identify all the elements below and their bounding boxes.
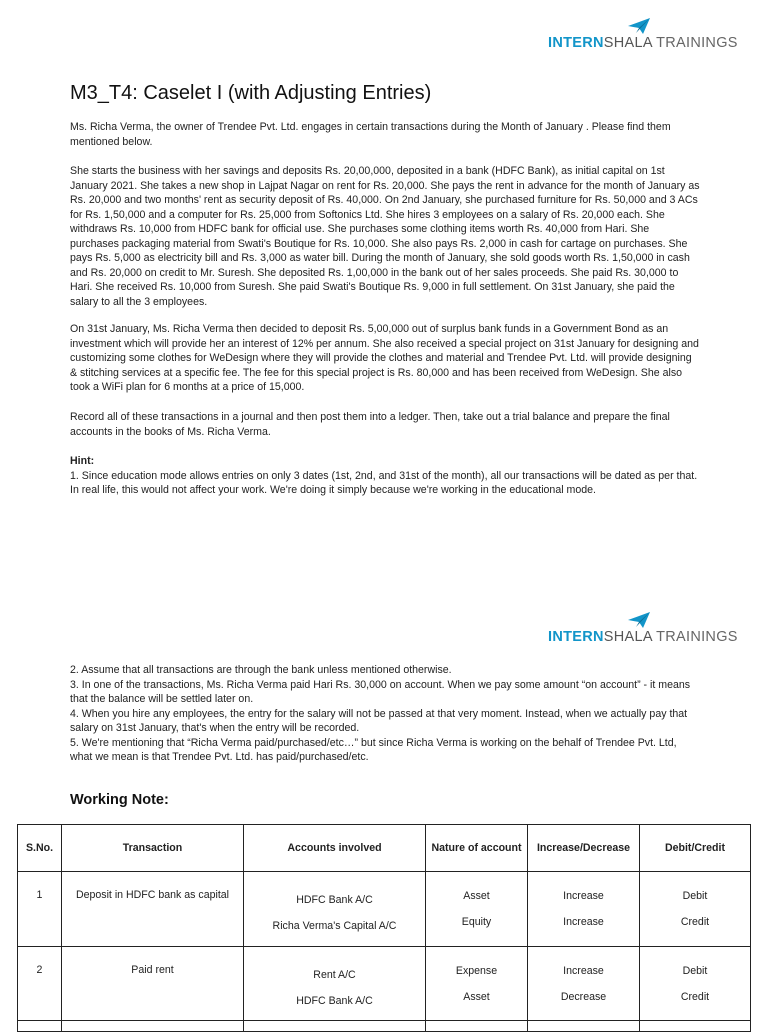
column-header-nature: Nature of account xyxy=(426,825,528,872)
change-credit: Increase xyxy=(563,916,604,928)
hint-item-3: 3. In one of the transactions, Ms. Richa Verma paid Hari Rs. 30,000 on account. When we pay some amount “on account” - it means that the balance will be settled later on. xyxy=(70,678,691,705)
cell-transaction xyxy=(62,872,244,947)
hint-label: Hint: xyxy=(70,455,95,467)
column-header-transaction: Transaction xyxy=(62,825,244,872)
transactions-paragraph: She starts the business with her savings and deposits Rs. 20,00,000, deposited in a bank (HDFC Bank), as initial capital on 1st January 2021. She takes a new shop in Lajpat Nagar on rent for Rs. 20,000. She pays the rent in advance for the month of January as Rs. 20,000 and two months' rent as security deposit of Rs. 40,000. On 2nd January, she purchased furniture for Rs. 50,000 and 3 ACs for Rs. 1,50,000 and a computer for Rs. 25,000 from Softonics Ltd. She hires 3 employees on a salary of Rs. 20,000 each. She withdraws Rs. 10,000 from HDFC bank for official use. She purchases some clothing items worth Rs. 40,000 from Hari. She purchases packaging material from Swati's Boutique for Rs. 10,000. She also pays Rs. 2,000 in cash for cartage on purchases. She pays Rs. 5,000 as electricity bill and Rs. 3,000 as water bill. During the month of January, she sold goods worth Rs. 1,50,000 in cash and Rs. 20,000 on credit to Mr. Suresh. She deposited Rs. 1,00,000 in the bank out of her sales proceeds. She paid Rs. 30,000 to Hari. She received Rs. 10,000 from Suresh. She paid Swati's Boutique Rs. 9,000 in full settlement. On 31st January, she paid the salary to all the 3 employees. xyxy=(70,165,700,308)
hint-item-1: 1. Since education mode allows entries on only 3 dates (1st, 2nd, and 31st of the month), all our transactions will be dated as per that. In real life, this would not affect your work. We're doing it simply because we're working in the educational mode. xyxy=(70,469,698,496)
cell-nature xyxy=(426,947,528,1021)
column-header-increase-decrease: Increase/Decrease xyxy=(528,825,640,872)
nature-debit: Asset xyxy=(463,890,490,902)
table-row-partial xyxy=(18,1021,751,1032)
internshala-logo-page2 xyxy=(548,612,738,652)
table-row xyxy=(18,947,751,1021)
column-header-debit-credit: Debit/Credit xyxy=(640,825,751,872)
account-credit: HDFC Bank A/C xyxy=(296,995,373,1007)
cell-empty xyxy=(18,1021,62,1032)
hint-item-5: 5. We're mentioning that “Richa Verma paid/purchased/etc…” but since Richa Verma is working on the behalf of Trendee Pvt. Ltd, what we mean is that Trendee Pvt. Ltd. has paid/purchased/etc. xyxy=(70,736,677,763)
brand-part-trainings: TRAININGS xyxy=(652,629,738,645)
paper-plane-icon xyxy=(628,612,650,628)
brand-part-trainings: TRAININGS xyxy=(652,35,738,51)
task-paragraph: Record all of these transactions in a journal and then post them into a ledger. Then, take out a trial balance and prepare the final accounts in the books of Ms. Richa Verma. xyxy=(70,411,670,438)
brand-part-shala: SHALA xyxy=(603,35,653,51)
cell-sno xyxy=(18,947,62,1021)
cell-side xyxy=(640,872,751,947)
hint-continued-block xyxy=(70,663,700,765)
nature-credit: Asset xyxy=(463,991,490,1003)
account-debit: Rent A/C xyxy=(313,969,356,981)
cell-sno xyxy=(18,872,62,947)
hint-item-4: 4. When you hire any employees, the entry for the salary will not be passed at that very moment. Instead, when we actually pay that salary on 31st January, that's when the entry will be recorded. xyxy=(70,707,688,734)
cell-sno-text: 2 xyxy=(36,964,43,976)
cell-empty xyxy=(640,1021,751,1032)
account-credit: Richa Verma's Capital A/C xyxy=(272,920,397,932)
cell-accounts xyxy=(244,872,426,947)
cell-transaction-text: Paid rent xyxy=(131,964,174,976)
table-row xyxy=(18,872,751,947)
hint-block xyxy=(70,454,700,498)
change-debit: Increase xyxy=(563,890,604,902)
side-credit: Credit xyxy=(680,991,710,1003)
side-credit: Credit xyxy=(680,916,710,928)
nature-debit: Expense xyxy=(455,965,498,977)
brand-part-shala: SHALA xyxy=(603,629,653,645)
change-credit: Decrease xyxy=(560,991,607,1003)
cell-empty xyxy=(244,1021,426,1032)
cell-empty xyxy=(426,1021,528,1032)
intro-paragraph: Ms. Richa Verma, the owner of Trendee Pvt. Ltd. engages in certain transactions during the Month of January . Please find them mentioned below. xyxy=(70,121,671,148)
cell-transaction-text: Deposit in HDFC bank as capital xyxy=(75,889,230,901)
cell-empty xyxy=(62,1021,244,1032)
column-header-accounts: Accounts involved xyxy=(244,825,426,872)
side-debit: Debit xyxy=(682,965,708,977)
page-title: M3_T4: Caselet I (with Adjusting Entries) xyxy=(70,82,432,104)
table-header-row xyxy=(18,825,751,872)
cell-empty xyxy=(528,1021,640,1032)
cell-change xyxy=(528,947,640,1021)
internshala-logo-top xyxy=(548,18,738,58)
cell-sno-text: 1 xyxy=(36,889,43,901)
cell-nature xyxy=(426,872,528,947)
account-debit: HDFC Bank A/C xyxy=(296,894,373,906)
cell-side xyxy=(640,947,751,1021)
brand-wordmark xyxy=(548,629,738,645)
cell-transaction xyxy=(62,947,244,1021)
cell-accounts xyxy=(244,947,426,1021)
hint-item-2: 2. Assume that all transactions are through the bank unless mentioned otherwise. xyxy=(70,664,452,676)
side-debit: Debit xyxy=(682,890,708,902)
working-note-title: Working Note: xyxy=(70,792,169,808)
column-header-sno: S.No. xyxy=(18,825,62,872)
cell-change xyxy=(528,872,640,947)
nature-credit: Equity xyxy=(461,916,492,928)
adjustments-paragraph: On 31st January, Ms. Richa Verma then decided to deposit Rs. 5,00,000 out of surplus bank funds in a Government Bond as an investment which will provide her an interest of 12% per annum. She also received a special project on 31st January for designing and customizing some clothes for WeDesign where they will provide the clothes and material and Trendee Pvt. Ltd. will provide designing & stitching services at a specific fee. The fee for this special project is Rs. 80,000 and has been received from WeDesign. She also took a WiFi plan for 6 months at a price of 15,000. xyxy=(70,323,699,393)
paper-plane-icon xyxy=(628,18,650,34)
brand-wordmark xyxy=(548,35,738,51)
working-note-table xyxy=(17,824,751,1032)
change-debit: Increase xyxy=(563,965,604,977)
brand-part-intern: INTERN xyxy=(548,35,604,51)
brand-part-intern: INTERN xyxy=(548,629,604,645)
